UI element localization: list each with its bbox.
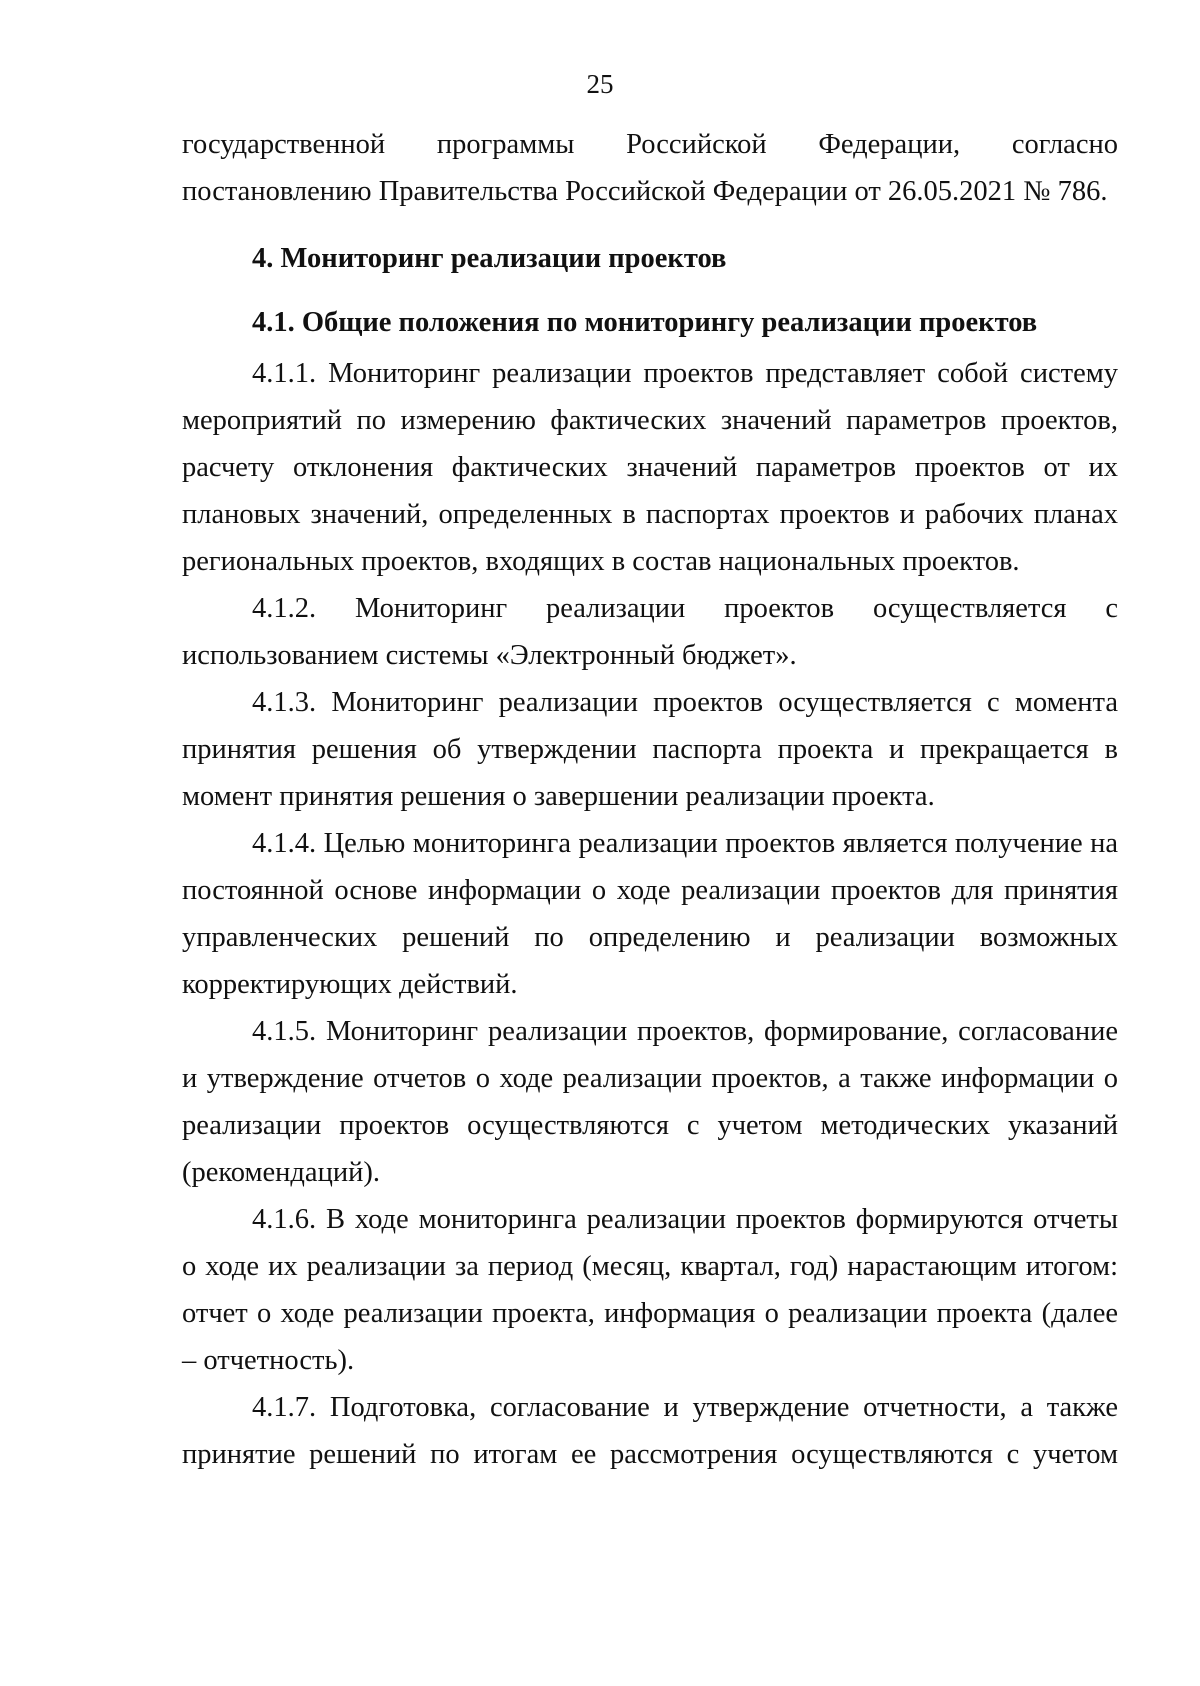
- paragraph-4-1-1: 4.1.1. Мониторинг реализации проектов представляет собой систему мероприятий по измерению фактических значений параметров проектов, расчету отклонения фактических значений параметров проектов от их плановых значений, определенных в паспортах проектов и рабочих планах региональных проектов, входящих в состав национальных проектов.: [182, 358, 1118, 577]
- paragraph-4-1-6: 4.1.6. В ходе мониторинга реализации проектов формируются отчеты о ходе их реализации за период (месяц, квартал, год) нарастающим итогом: отчет о ходе реализации проекта, информация о реализации проекта (далее – отчетность).: [182, 1204, 1118, 1376]
- intro-line-1: государственной программы Российской Федерации, согласно: [182, 129, 1118, 160]
- subsection-title: 4.1. Общие положения по мониторингу реализации проектов: [252, 307, 1038, 338]
- document-body: [182, 121, 1118, 1478]
- page-number: 25: [586, 69, 614, 99]
- paragraph-4-1-3: 4.1.3. Мониторинг реализации проектов осуществляется с момента принятия решения об утверждении паспорта проекта и прекращается в момент принятия решения о завершении реализации проекта.: [182, 687, 1118, 812]
- paragraph-4-1-7: 4.1.7. Подготовка, согласование и утверждение отчетности, а также принятие решений по итогам ее рассмотрения осуществляются с учетом: [182, 1392, 1118, 1470]
- paragraph-4-1-4: 4.1.4. Целью мониторинга реализации проектов является получение на постоянной основе информации о ходе реализации проектов для принятия управленческих решений по определению и реализации возможных корректирующих действий.: [182, 828, 1118, 1000]
- intro-line-2: постановлению Правительства Российской Федерации от 26.05.2021 № 786.: [182, 176, 1108, 207]
- paragraph-4-1-5: 4.1.5. Мониторинг реализации проектов, формирование, согласование и утверждение отчетов о ходе реализации проектов, а также информации о реализации проектов осуществляются с учетом методических указаний (рекомендаций).: [182, 1016, 1118, 1188]
- section-title: 4. Мониторинг реализации проектов: [252, 243, 727, 274]
- paragraph-4-1-2: 4.1.2. Мониторинг реализации проектов осуществляется с использованием системы «Электронный бюджет».: [182, 593, 1118, 671]
